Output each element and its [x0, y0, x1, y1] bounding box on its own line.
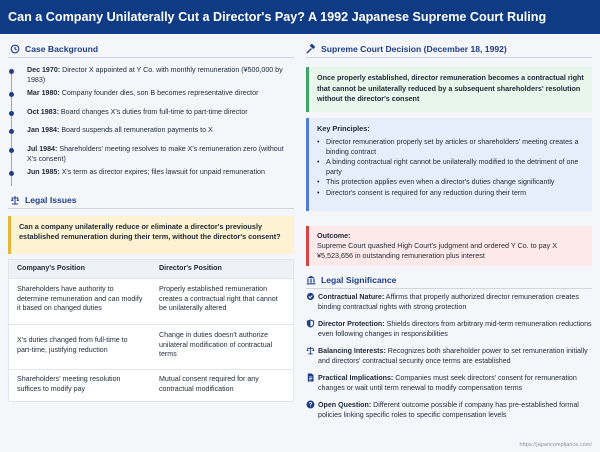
timeline-dot [9, 69, 14, 74]
significance-text: Recognizes both shareholder power to set remuneration initially and directors' contractual security once terms are established [318, 347, 588, 365]
significance-item [306, 346, 592, 366]
timeline-text: Director X appointed at Y Co. with monthly remuneration (¥500,000 by 1983) [27, 66, 283, 84]
timeline-text: Company founder dies, son B becomes representative director [59, 89, 259, 98]
column-header: Director's Position [151, 260, 293, 278]
decision-title: Supreme Court Decision (December 18, 1992) [321, 44, 507, 54]
case-timeline [8, 66, 294, 178]
timeline-text: Board suspends all remuneration payments to X [59, 126, 213, 135]
significance-item [306, 292, 592, 312]
timeline-dot [9, 148, 14, 153]
table-row [9, 370, 293, 401]
scales-icon [10, 195, 20, 205]
key-principles-list [317, 138, 584, 199]
significance-text: Companies must seek directors' consent for remuneration changes or wait until term renewal to modify compensation terms [318, 374, 577, 392]
significance-item [306, 373, 592, 393]
shield-icon [306, 319, 315, 328]
significance-label: Director Protection: [318, 320, 385, 328]
timeline-text: Board changes X's duties from full-time to part-time director [58, 107, 248, 116]
timeline-date: Dec 1970: [27, 66, 61, 74]
holding-text: Once properly established, director remuneration becomes a contractual right that cannot be unilaterally reduced by a subsequent shareholders' resolution without the director's consent [317, 73, 584, 104]
legal-significance-title: Legal Significance [321, 275, 397, 285]
scale-icon [306, 292, 315, 301]
timeline-text: Shareholders' meeting resolves to make X's remuneration zero (without X's consent) [27, 144, 284, 163]
divider [8, 208, 294, 209]
outcome-text: Supreme Court quashed High Court's judgment and ordered Y Co. to pay X ¥5,523,656 in outstanding remuneration plus interest [317, 241, 558, 260]
gavel-icon [306, 44, 316, 54]
timeline-date: Jan 1984: [27, 126, 60, 135]
divider [8, 57, 294, 58]
page-title: Can a Company Unilaterally Cut a Director's Pay? A 1992 Japanese Supreme Court Ruling [8, 10, 547, 24]
balance-icon [306, 346, 315, 355]
timeline-item [8, 66, 294, 85]
column-header: Company's Position [9, 260, 151, 278]
divider [306, 57, 592, 58]
table-cell: X's duties changed from full-time to part-time, justifying reduction [17, 336, 128, 354]
timeline-date: Oct 1983: [27, 107, 59, 116]
legal-significance-heading [306, 275, 396, 285]
list-item: • Director remuneration properly set by articles or shareholders' meeting creates a binding contract [317, 138, 584, 157]
significance-label: Open Question: [318, 401, 372, 409]
bank-icon [306, 275, 316, 285]
timeline-text: X's term as director expires; files lawsuit for unpaid remuneration [59, 168, 265, 177]
outcome-box [306, 226, 592, 266]
key-principles-box [306, 118, 592, 211]
significance-item [306, 319, 592, 339]
table-cell: Shareholders' meeting resolution suffices to modify pay [17, 375, 121, 393]
table-cell: Shareholders have authority to determine remuneration and can modify it based on changed duties [17, 285, 143, 313]
timeline-dot [9, 92, 14, 97]
timeline-item [8, 89, 294, 99]
significance-label: Practical Implications: [318, 374, 394, 382]
decision-heading [306, 44, 507, 54]
outcome-title: Outcome: [317, 231, 351, 240]
question-icon [306, 400, 315, 409]
table-cell: Mutual consent required for any contractual modification [159, 375, 259, 393]
timeline-item [8, 168, 294, 178]
case-background-heading [10, 44, 98, 54]
list-item: • This protection applies even when a director's duties change significantly [317, 178, 584, 188]
positions-table [8, 259, 294, 402]
timeline-item [8, 108, 294, 118]
table-header-row [9, 260, 293, 279]
key-principles-title: Key Principles: [317, 124, 370, 133]
table-row [9, 325, 293, 370]
svg-text:?: ? [308, 402, 313, 409]
table-row [9, 279, 293, 325]
significance-text: Shields directors from arbitrary mid-term remuneration reductions even following changes in responsibilities [318, 320, 592, 338]
table-cell: Properly established remuneration creates a contractual right that cannot be unilaterally altered [159, 285, 278, 313]
significance-label: Contractual Nature: [318, 293, 385, 301]
holding-box [306, 67, 592, 112]
case-background-title: Case Background [25, 44, 99, 54]
history-icon [10, 44, 20, 54]
significance-list [306, 292, 592, 427]
source-url: https://japancompliance.com/ [519, 442, 592, 448]
issue-question-box [8, 216, 294, 254]
table-cell: Change in duties doesn't authorize unilateral modification of contractual terms [159, 331, 273, 359]
timeline-dot [9, 129, 14, 134]
timeline-date: Mar 1980: [27, 89, 60, 98]
divider [306, 288, 592, 289]
timeline-dot [9, 171, 14, 176]
timeline-date: Jun 1985: [27, 168, 60, 177]
significance-label: Balancing Interests: [318, 347, 386, 355]
timeline-date: Jul 1984: [27, 144, 58, 153]
legal-issues-title: Legal Issues [25, 195, 77, 205]
issue-question: Can a company unilaterally reduce or eliminate a director's previously established remuneration during their term, without the director's consent? [19, 222, 281, 241]
timeline-item [8, 145, 294, 164]
page-header [0, 0, 600, 34]
timeline-item [8, 126, 294, 136]
timeline-dot [9, 111, 14, 116]
significance-text: Affirms that properly authorized director remuneration creates binding contractual rights with strong protection [318, 293, 579, 311]
document-icon [306, 373, 315, 382]
list-item: • Director's consent is required for any reduction during their term [317, 189, 584, 199]
legal-issues-heading [10, 195, 77, 205]
list-item: • A binding contractual right cannot be unilaterally modified to the detriment of one party [317, 158, 584, 177]
significance-item [306, 400, 592, 420]
significance-text: Different outcome possible if company has pre-established formal policies linking specific roles to specific compensation levels [318, 401, 579, 419]
